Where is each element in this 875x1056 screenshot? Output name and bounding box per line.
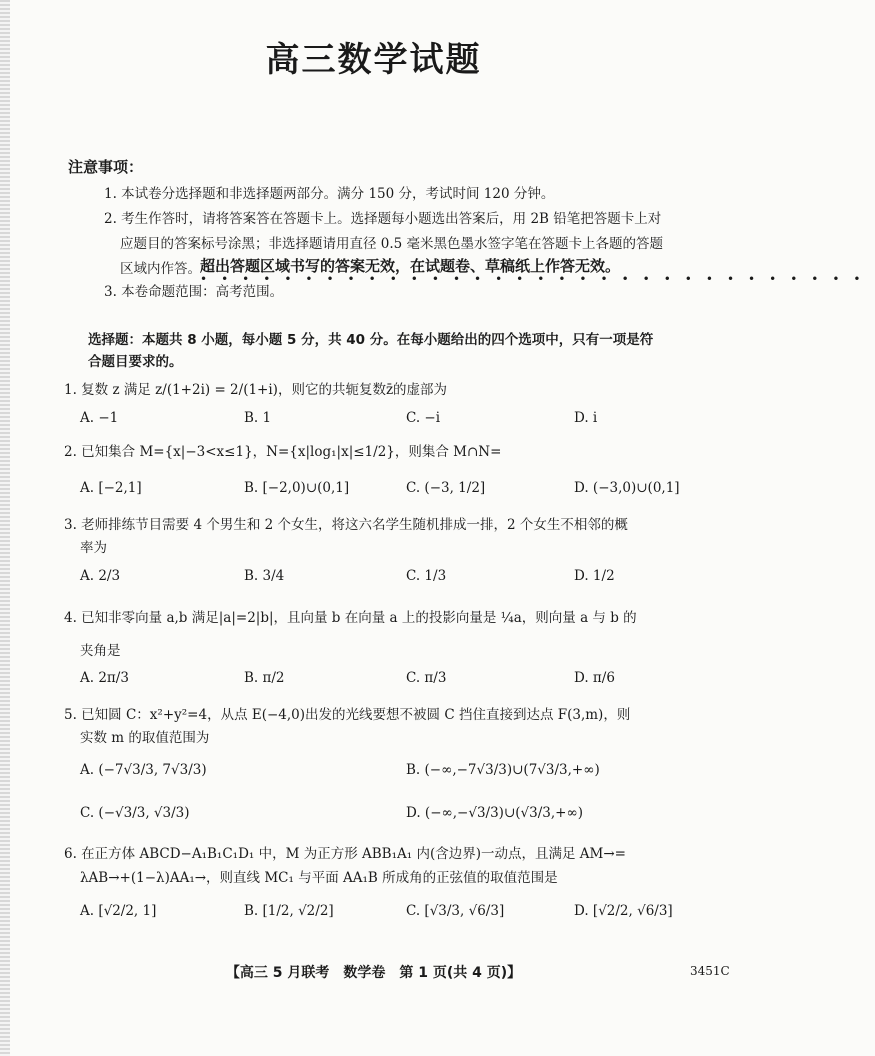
q1-option-a: A. −1 bbox=[80, 410, 119, 426]
q6-option-d: D. [√2/2, √6/3] bbox=[574, 903, 673, 919]
q4-option-b: B. π/2 bbox=[244, 670, 285, 686]
q2-option-c: C. (−3, 1/2] bbox=[406, 480, 486, 496]
q6-option-b: B. [1/2, √2/2] bbox=[244, 903, 334, 919]
question-4-stem-cont: 夹角是 bbox=[80, 643, 121, 659]
question-1-stem: 1. 复数 z 满足 z/(1+2i) = 2/(1+i)，则它的共轭复数z̄的虚部为 bbox=[64, 382, 448, 398]
q5-option-b: B. (−∞,−7√3/3)∪(7√3/3,+∞) bbox=[406, 762, 600, 778]
q2-option-d: D. (−3,0)∪(0,1] bbox=[574, 480, 680, 496]
question-3-stem-cont: 率为 bbox=[80, 540, 107, 556]
question-2-stem: 2. 已知集合 M={x|−3<x≤1}，N={x|log₁|x|≤1/2}，则集合 M∩N= bbox=[64, 444, 502, 460]
q3-option-a: A. 2/3 bbox=[80, 568, 121, 584]
page-code: 3451C bbox=[690, 964, 730, 978]
q4-option-c: C. π/3 bbox=[406, 670, 447, 686]
section-instruction: 选择题：本题共 8 小题，每小题 5 分，共 40 分。在每小题给出的四个选项中，只有一项是符 bbox=[88, 332, 654, 348]
question-5-stem: 5. 已知圆 C：x²+y²=4，从点 E(−4,0)出发的光线要想不被圆 C 挡住直接到达点 F(3,m)，则 bbox=[64, 707, 631, 723]
q6-option-c: C. [√3/3, √6/3] bbox=[406, 903, 505, 919]
question-4-stem: 4. 已知非零向量 a,b 满足|a|=2|b|，且向量 b 在向量 a 上的投影向量是 ¼a，则向量 a 与 b 的 bbox=[64, 610, 637, 626]
q3-option-d: D. 1/2 bbox=[574, 568, 615, 584]
q5-option-c: C. (−√3/3, √3/3) bbox=[80, 805, 190, 821]
page-footer: 【高三 5 月联考 数学卷 第 1 页(共 4 页)】 bbox=[225, 965, 522, 981]
q4-option-a: A. 2π/3 bbox=[80, 670, 129, 686]
scan-edge bbox=[0, 0, 10, 1056]
notice-emphasis: 超出答题区域书写的答案无效，在试题卷、草稿纸上作答无效。 bbox=[200, 257, 621, 275]
notice-heading: 注意事项： bbox=[68, 158, 144, 176]
question-6-stem: 6. 在正方体 ABCD−A₁B₁C₁D₁ 中，M 为正方形 ABB₁A₁ 内(含边界)一动点，且满足 AM→= bbox=[64, 846, 626, 862]
q1-option-c: C. −i bbox=[406, 410, 441, 426]
question-5-stem-cont: 实数 m 的取值范围为 bbox=[80, 730, 210, 746]
notice-item-2-cont2: 区域内作答。 bbox=[120, 261, 201, 277]
notice-item-1: 1. 本试卷分选择题和非选择题两部分。满分 150 分，考试时间 120 分钟。 bbox=[104, 186, 555, 202]
q1-option-d: D. i bbox=[574, 410, 598, 426]
q2-option-a: A. [−2,1] bbox=[80, 480, 142, 496]
emphasis-dots: •••••••••••••••••••••••••••••••• bbox=[200, 272, 875, 286]
page-title: 高三数学试题 bbox=[265, 40, 482, 80]
q5-option-a: A. (−7√3/3, 7√3/3) bbox=[80, 762, 207, 778]
q4-option-d: D. π/6 bbox=[574, 670, 615, 686]
question-6-stem-cont: λAB→+(1−λ)AA₁→，则直线 MC₁ 与平面 AA₁B 所成角的正弦值的取值范围是 bbox=[80, 870, 558, 886]
notice-item-2-cont: 应题目的答案标号涂黑；非选择题请用直径 0.5 毫米黑色墨水签字笔在答题卡上各题的答题 bbox=[120, 236, 664, 252]
q2-option-b: B. [−2,0)∪(0,1] bbox=[244, 480, 350, 496]
question-3-stem: 3. 老师排练节目需要 4 个男生和 2 个女生，将这六名学生随机排成一排，2 个女生不相邻的概 bbox=[64, 517, 628, 533]
q6-option-a: A. [√2/2, 1] bbox=[80, 903, 157, 919]
q1-option-b: B. 1 bbox=[244, 410, 272, 426]
section-instruction-cont: 合题目要求的。 bbox=[88, 354, 183, 370]
q3-option-c: C. 1/3 bbox=[406, 568, 447, 584]
notice-item-2: 2. 考生作答时，请将答案答在答题卡上。选择题每小题选出答案后，用 2B 铅笔把答题卡上对 bbox=[104, 211, 662, 227]
q5-option-d: D. (−∞,−√3/3)∪(√3/3,+∞) bbox=[406, 805, 583, 821]
q3-option-b: B. 3/4 bbox=[244, 568, 285, 584]
notice-item-3: 3. 本卷命题范围：高考范围。 bbox=[104, 284, 284, 300]
